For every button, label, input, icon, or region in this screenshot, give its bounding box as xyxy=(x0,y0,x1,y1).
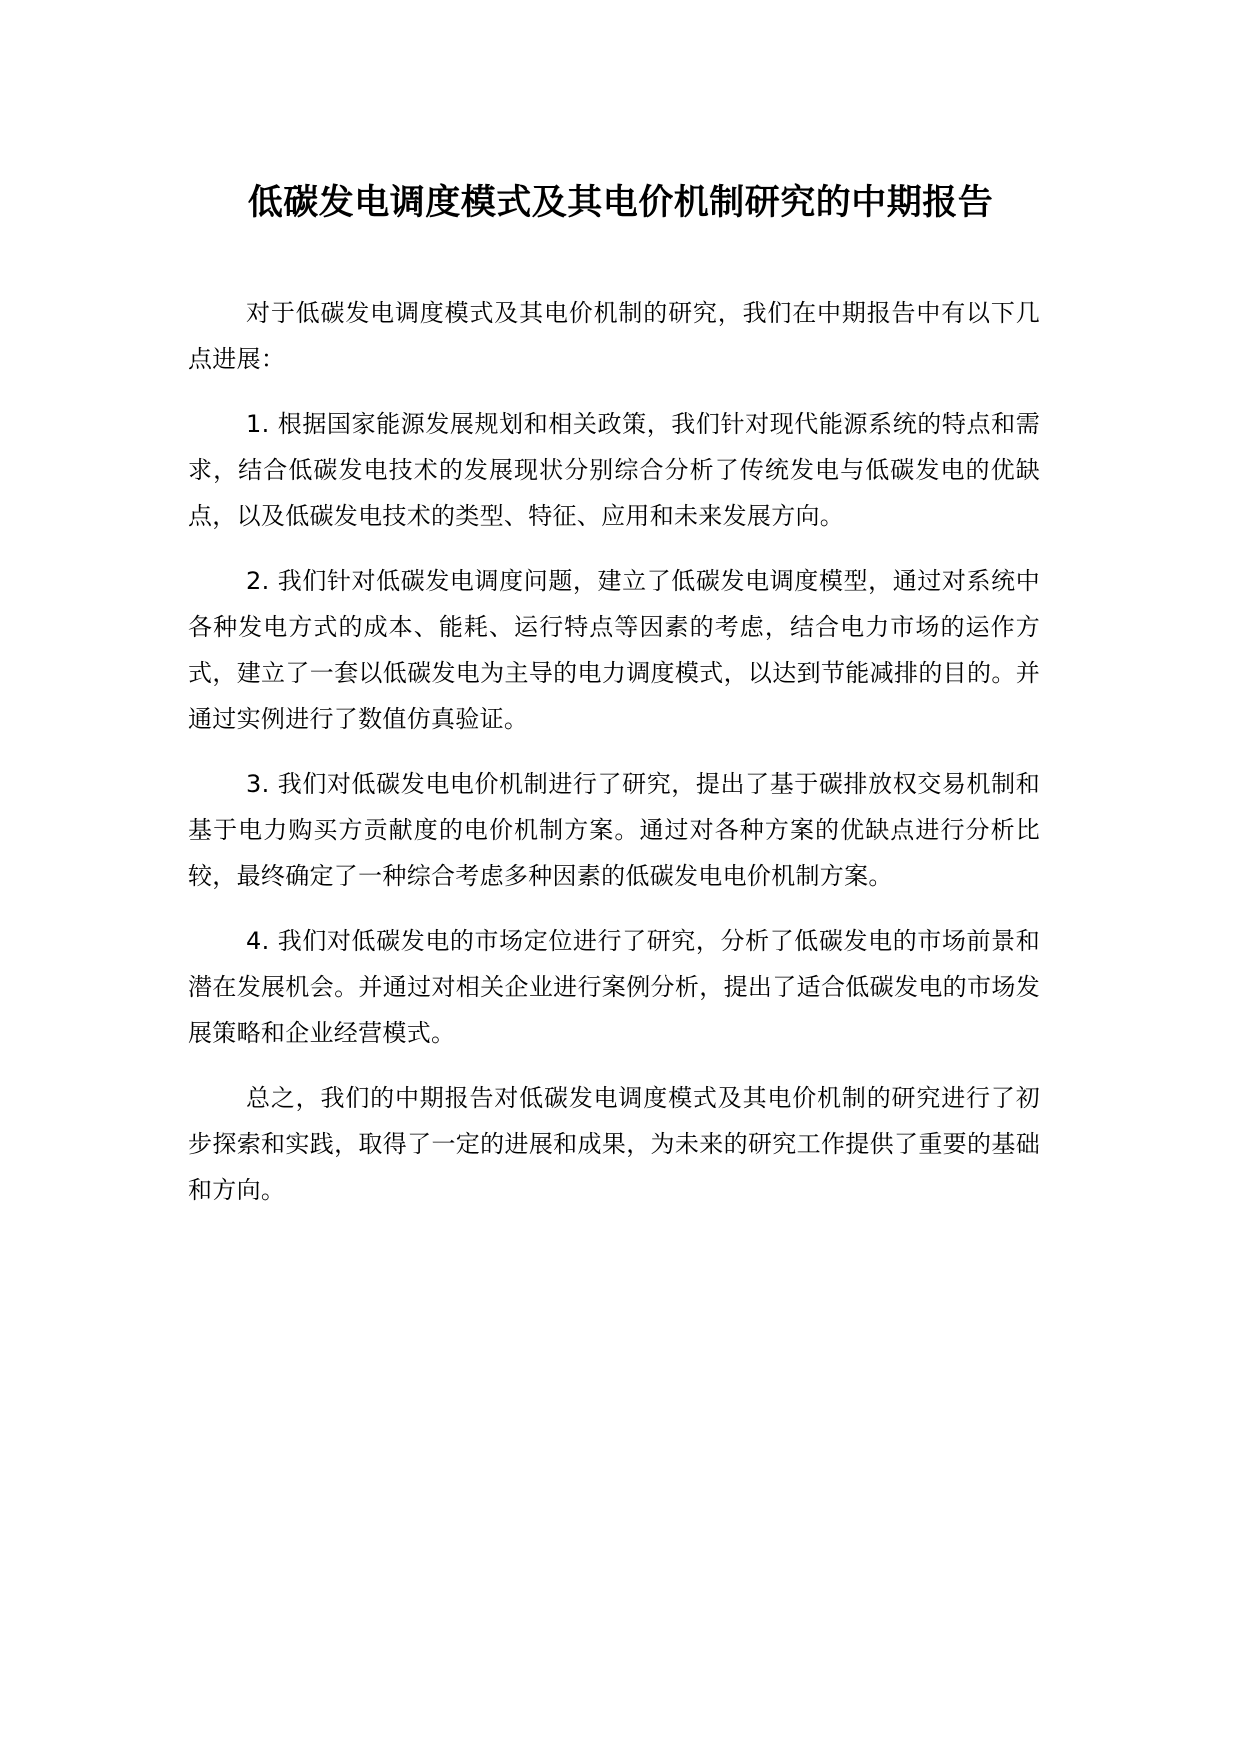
document-body xyxy=(188,290,1040,1232)
progress-item-2: 2. 我们针对低碳发电调度问题，建立了低碳发电调度模型，通过对系统中各种发电方式的成本、能耗、运行特点等因素的考虑，结合电力市场的运作方式，建立了一套以低碳发电为主导的电力调度模式，以达到节能减排的目的。并通过实例进行了数值仿真验证。 xyxy=(188,567,1040,733)
document-title: 低碳发电调度模式及其电价机制研究的中期报告 xyxy=(247,183,994,223)
progress-item-3: 3. 我们对低碳发电电价机制进行了研究，提出了基于碳排放权交易机制和基于电力购买方贡献度的电价机制方案。通过对各种方案的优缺点进行分析比较，最终确定了一种综合考虑多种因素的低碳发电电价机制方案。 xyxy=(188,770,1040,890)
conclusion-paragraph: 总之，我们的中期报告对低碳发电调度模式及其电价机制的研究进行了初步探索和实践，取得了一定的进展和成果，为未来的研究工作提供了重要的基础和方向。 xyxy=(188,1084,1040,1204)
progress-item-4: 4. 我们对低碳发电的市场定位进行了研究，分析了低碳发电的市场前景和潜在发展机会。并通过对相关企业进行案例分析，提出了适合低碳发电的市场发展策略和企业经营模式。 xyxy=(188,927,1040,1047)
progress-item-1: 1. 根据国家能源发展规划和相关政策，我们针对现代能源系统的特点和需求，结合低碳发电技术的发展现状分别综合分析了传统发电与低碳发电的优缺点，以及低碳发电技术的类型、特征、应用和未来发展方向。 xyxy=(188,410,1040,530)
intro-paragraph: 对于低碳发电调度模式及其电价机制的研究，我们在中期报告中有以下几点进展： xyxy=(188,299,1040,373)
